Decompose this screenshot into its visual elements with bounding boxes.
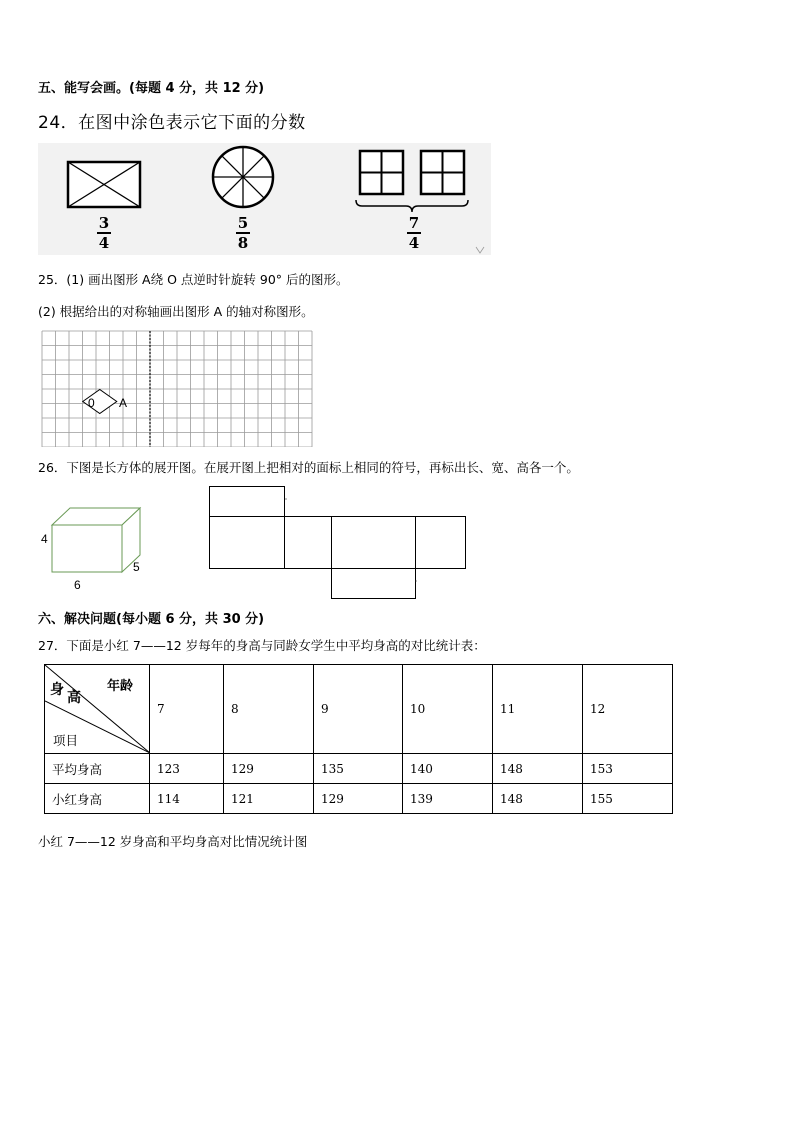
q25-part2: (2) 根据给出的对称轴画出图形 A 的轴对称图形。 bbox=[38, 304, 314, 319]
age-header-cell: 8 bbox=[224, 665, 314, 754]
net-face-side-1 bbox=[285, 517, 332, 569]
circle-eighths-shape[interactable] bbox=[213, 147, 273, 207]
q26-text: 26．下图是长方体的展开图。在展开图上把相对的面标上相同的符号，再标出长、宽、高各一个。 bbox=[38, 460, 579, 475]
square-quarters-left[interactable] bbox=[360, 151, 403, 194]
cuboid-width-label: 5 bbox=[133, 560, 140, 574]
table-cell: 129 bbox=[224, 754, 314, 784]
table-cell: 114 bbox=[150, 784, 224, 814]
net-face-center bbox=[332, 517, 416, 569]
net-face-bottom bbox=[332, 569, 416, 599]
corner-height-label-2: 高 bbox=[67, 690, 81, 706]
table-cell: 148 bbox=[493, 784, 583, 814]
table-cell: 139 bbox=[403, 784, 493, 814]
q25-part1: 25．(1) 画出图形 A绕 O 点逆时针旋转 90° 后的图形。 bbox=[38, 272, 349, 287]
section-5-title: 五、能写会画。(每题 4 分，共 12 分) bbox=[38, 81, 265, 96]
table-corner-cell bbox=[45, 665, 150, 754]
age-header-cell: 7 bbox=[150, 665, 224, 754]
table-cell: 129 bbox=[314, 784, 403, 814]
age-header-cell: 11 bbox=[493, 665, 583, 754]
age-header-cell: 9 bbox=[314, 665, 403, 754]
point-o-label: 0 bbox=[88, 396, 95, 410]
rectangle-quarters-shape[interactable] bbox=[68, 162, 140, 207]
square-quarters-right[interactable] bbox=[421, 151, 464, 194]
fraction-2-numerator: 5 bbox=[237, 214, 249, 232]
shape-a-label: A bbox=[118, 396, 127, 410]
fraction-1-denominator: 4 bbox=[98, 234, 110, 252]
row-label-average: 平均身高 bbox=[45, 754, 150, 784]
table-cell: 121 bbox=[224, 784, 314, 814]
section-6-title: 六、解决问题(每小题 6 分，共 30 分) bbox=[38, 612, 265, 627]
fraction-2-denominator: 8 bbox=[237, 234, 249, 252]
row-label-xiaohong: 小红身高 bbox=[45, 784, 150, 814]
age-header-cell: 10 bbox=[403, 665, 493, 754]
q25-grid-area[interactable] bbox=[41, 330, 313, 447]
table-cell: 153 bbox=[583, 754, 673, 784]
table-cell: 148 bbox=[493, 754, 583, 784]
fraction-3-numerator: 7 bbox=[408, 214, 420, 232]
height-table bbox=[44, 664, 673, 814]
cuboid-net[interactable] bbox=[205, 482, 470, 602]
age-header-cell: 12 bbox=[583, 665, 673, 754]
q27-text: 27．下面是小红 7——12 岁每年的身高与同龄女学生中平均身高的对比统计表： bbox=[38, 638, 486, 653]
table-cell: 140 bbox=[403, 754, 493, 784]
corner-age-label: 年龄 bbox=[107, 679, 134, 694]
net-face-side-2 bbox=[416, 517, 466, 569]
cuboid-length-label: 6 bbox=[74, 578, 81, 592]
q27-chart-caption: 小红 7——12 岁身高和平均身高对比情况统计图 bbox=[38, 834, 308, 849]
table-row-average bbox=[45, 754, 673, 784]
grid[interactable] bbox=[41, 330, 313, 447]
table-cell: 135 bbox=[314, 754, 403, 784]
table-header-row bbox=[45, 665, 673, 754]
fraction-3-denominator: 4 bbox=[408, 234, 420, 252]
table-cell: 155 bbox=[583, 784, 673, 814]
brace bbox=[356, 200, 468, 212]
corner-height-label-1: 身 bbox=[50, 682, 64, 698]
net-face-top bbox=[210, 487, 285, 517]
net-face-left bbox=[210, 517, 285, 569]
cuboid-height-label: 4 bbox=[41, 532, 48, 546]
q24-figure-strip bbox=[38, 143, 491, 255]
table-row-xiaohong bbox=[45, 784, 673, 814]
corner-item-label: 项目 bbox=[53, 733, 79, 748]
table-cell: 123 bbox=[150, 754, 224, 784]
fraction-1-numerator: 3 bbox=[98, 214, 110, 232]
q24-title: 24．在图中涂色表示它下面的分数 bbox=[38, 113, 306, 133]
cuboid-figure bbox=[40, 500, 150, 595]
